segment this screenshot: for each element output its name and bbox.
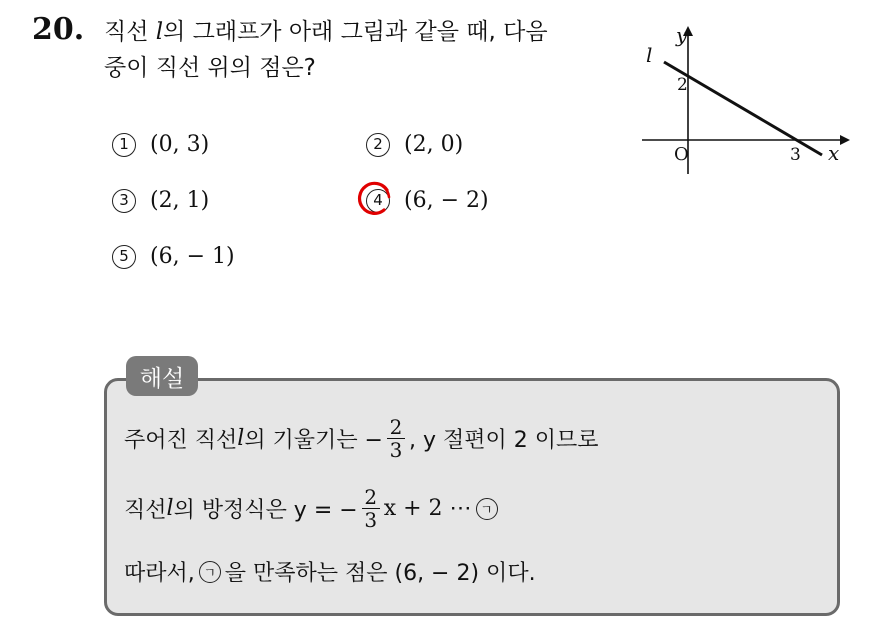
choice-text: (6, − 2)	[404, 188, 489, 213]
sol2-c: x + 2 ⋯	[383, 496, 472, 521]
choice-text: (0, 3)	[150, 132, 210, 157]
equation-mark-ref: ㄱ	[199, 561, 221, 583]
question-line1-a: 직선	[104, 19, 156, 45]
question-text	[104, 14, 624, 86]
choice-5[interactable]	[112, 244, 235, 269]
answer-highlight-ring	[354, 178, 394, 218]
solution-line-1	[124, 416, 599, 461]
choice-3[interactable]	[112, 188, 209, 213]
choice-1[interactable]	[112, 132, 209, 157]
x-intercept-label: 3	[790, 145, 801, 165]
line-graph	[636, 22, 856, 182]
sol3-b: 을 만족하는 점은 (6, − 2) 이다.	[224, 561, 536, 586]
equation-denominator: 3	[364, 508, 378, 532]
x-axis-arrow	[840, 135, 850, 145]
slope-fraction	[387, 416, 405, 461]
origin-label: O	[674, 144, 689, 165]
sol2-a: 직선	[124, 498, 167, 523]
choice-mark: 3	[112, 189, 136, 213]
choice-text: (2, 0)	[404, 132, 464, 157]
x-axis-label: x	[828, 141, 840, 165]
slope-numerator: 2	[389, 415, 403, 439]
sol1-a: 주어진 직선	[124, 428, 238, 453]
question-line2: 중이 직선 위의 점은?	[104, 55, 316, 81]
sol3-a: 따라서,	[124, 561, 195, 586]
sol1-var: l	[237, 426, 245, 451]
choice-mark: 5	[112, 245, 136, 269]
choice-2[interactable]	[366, 132, 463, 157]
solution-line-3	[124, 556, 536, 587]
choice-text: (6, − 1)	[150, 244, 235, 269]
solution-badge: 해설	[126, 356, 198, 396]
question-line1-var: l	[155, 19, 164, 45]
equation-fraction	[362, 486, 380, 531]
choice-mark: 1	[112, 133, 136, 157]
question-line1-b: 의 그래프가 아래 그림과 같을 때, 다음	[163, 19, 548, 45]
sol1-c: , y 절편이 2 이므로	[409, 428, 599, 453]
y-axis-label: y	[676, 23, 688, 47]
choice-mark: 4	[366, 189, 390, 213]
sol2-b: 의 방정식은 y = −	[173, 498, 358, 523]
question-number: 20.	[32, 12, 85, 47]
choice-text: (2, 1)	[150, 188, 210, 213]
y-intercept-label: 2	[677, 75, 688, 95]
equation-numerator: 2	[364, 485, 378, 509]
solution-line-2	[124, 486, 502, 531]
slope-denominator: 3	[389, 438, 403, 462]
equation-mark: ㄱ	[476, 498, 498, 520]
line-label: l	[646, 43, 653, 67]
choice-mark: 2	[366, 133, 390, 157]
sol2-var: l	[166, 496, 174, 521]
sol1-b: 의 기울기는 −	[244, 428, 383, 453]
